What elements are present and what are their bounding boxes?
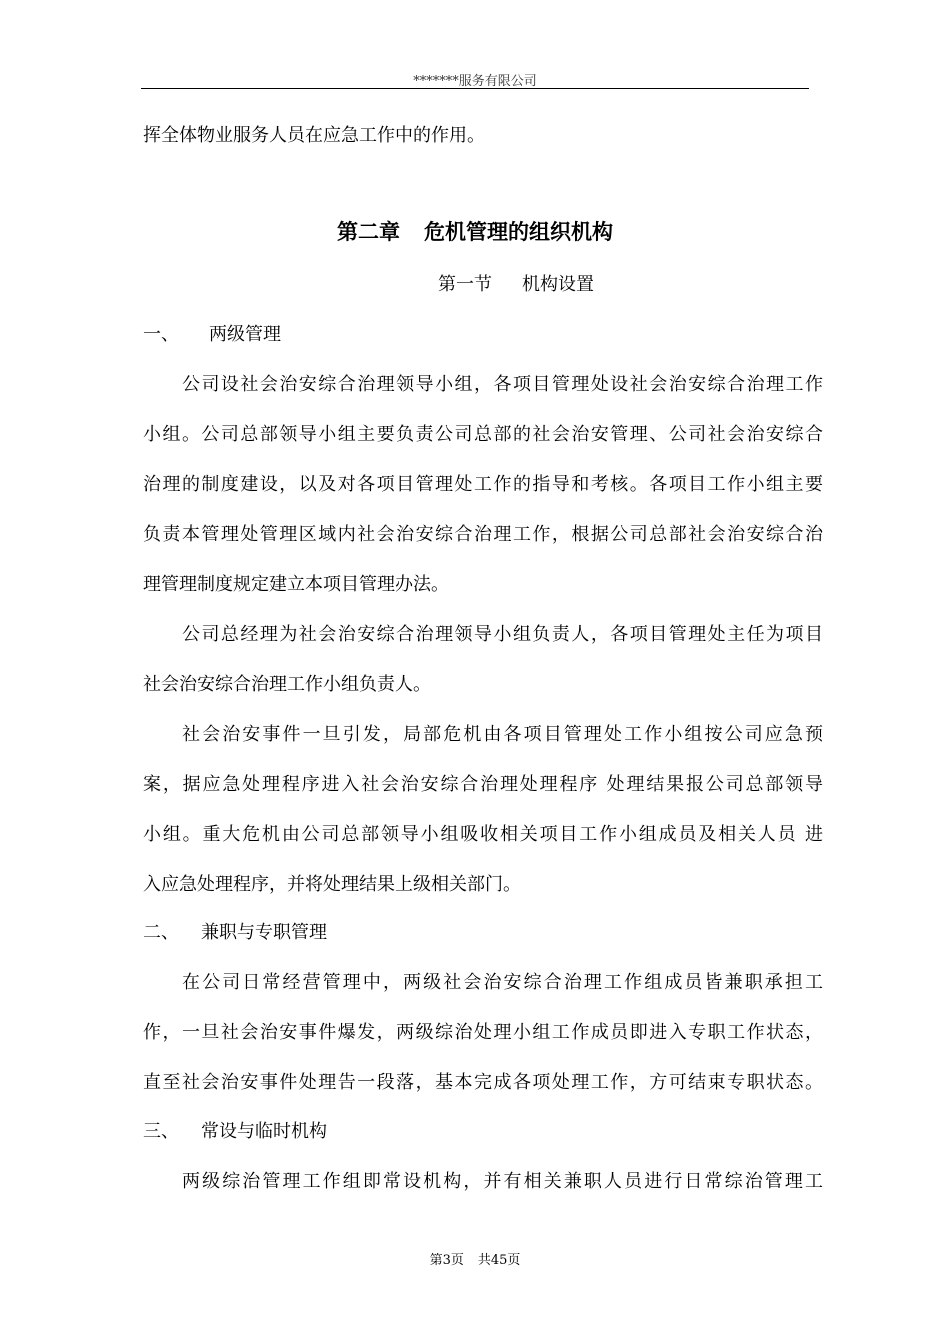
page-footer	[141, 1249, 809, 1268]
paragraph-line: 作，一旦社会治安事件爆发，两级综治处理小组工作成员即进入专职工作状态，	[143, 1022, 823, 1043]
paragraph-line: 公司设社会治安综合治理领导小组，各项目管理处设社会治安综合治理工作	[182, 374, 823, 395]
paragraph-line: 社会治安综合治理工作小组负责人。	[143, 674, 431, 695]
item-number: 二、	[143, 922, 179, 943]
paragraph-line: 小组。重大危机由公司总部领导小组吸收相关项目工作小组成员及相关人员 进	[143, 824, 823, 845]
page-header: *******服务有限公司	[413, 74, 537, 89]
header-divider	[141, 88, 809, 89]
page-total: 共45页	[477, 1253, 521, 1268]
section-title	[141, 274, 891, 296]
paragraph-line: 案，据应急处理程序进入社会治安综合治理处理程序 处理结果报公司总部领导	[143, 774, 823, 795]
chapter-number: 第二章	[337, 220, 400, 244]
paragraph-line: 治理的制度建设，以及对各项目管理处工作的指导和考核。各项目工作小组主要	[143, 474, 823, 495]
paragraph-line: 入应急处理程序，并将处理结果上级相关部门。	[143, 874, 521, 895]
section-heading: 机构设置	[522, 274, 594, 295]
item-number: 一、	[143, 324, 179, 345]
item-title: 常设与临时机构	[201, 1121, 327, 1142]
paragraph-line: 公司总经理为社会治安综合治理领导小组负责人，各项目管理处主任为项目	[182, 624, 823, 645]
item-title: 兼职与专职管理	[201, 922, 327, 943]
paragraph-line: 负责本管理处管理区域内社会治安综合治理工作，根据公司总部社会治安综合治	[143, 524, 823, 545]
page-number: 第3页	[429, 1253, 464, 1268]
paragraph-line: 两级综治管理工作组即常设机构，并有相关兼职人员进行日常综治管理工	[182, 1171, 823, 1192]
paragraph-line: 在公司日常经营管理中，两级社会治安综合治理工作组成员皆兼职承担工	[182, 972, 823, 993]
item-number: 三、	[143, 1121, 179, 1142]
item-heading-3	[143, 1121, 327, 1143]
section-number: 第一节	[438, 274, 492, 295]
paragraph-line: 小组。公司总部领导小组主要负责公司总部的社会治安管理、公司社会治安综合	[143, 424, 823, 445]
item-heading-2	[143, 922, 327, 944]
chapter-heading: 危机管理的组织机构	[424, 220, 613, 244]
paragraph-line: 社会治安事件一旦引发，局部危机由各项目管理处工作小组按公司应急预	[182, 724, 823, 745]
paragraph-line: 直至社会治安事件处理告一段落，基本完成各项处理工作，方可结束专职状态。	[143, 1072, 823, 1093]
chapter-title	[141, 219, 809, 245]
item-title: 两级管理	[209, 324, 281, 345]
item-heading-1	[143, 324, 281, 346]
continuation-line: 挥全体物业服务人员在应急工作中的作用。	[143, 125, 485, 146]
paragraph-line: 理管理制度规定建立本项目管理办法。	[143, 574, 449, 595]
